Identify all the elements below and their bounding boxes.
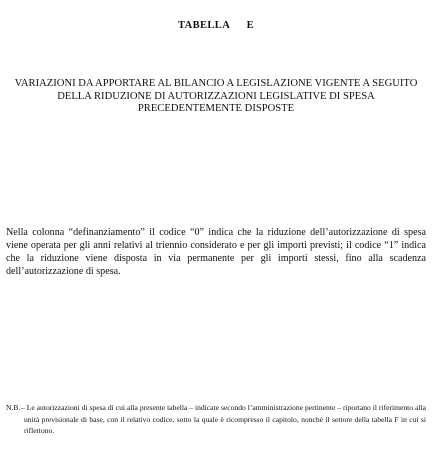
table-label: TABELLA E	[177, 20, 255, 31]
heading-line-1: VARIAZIONI DA APPORTARE AL BILANCIO A LEGISLAZIONE VIGENTE A SEGUITO	[14, 78, 418, 89]
body-paragraph: Nella colonna “definanziamento” il codice “0” indica che la riduzione dell’autorizzazione di spesa viene operata per gli anni relativi al triennio considerato e per gli importi previsti; il codice “1” indica che la riduzione viene disposta in via permanente per gli importi stessi, fino alla scadenza dell’autorizzazione di spesa.	[6, 227, 426, 278]
heading-line-2: DELLA RIDUZIONE DI AUTORIZZAZIONI LEGISLATIVE DI SPESA	[57, 90, 375, 102]
footnote-text: – Le autorizzazioni di spesa di cui alla presente tabella – indicate secondo l’amministrazione pertinente – riportano il riferimento alla unità previsionale di base, con il relativo codice, sotto la quale è ricompresso il capitolo, nonché il settore della tabella F in cui si riflettono.	[21, 403, 426, 435]
footnote-prefix: N.B.	[6, 403, 21, 412]
heading-line-3: PRECEDENTEMENTE DISPOSTE	[137, 103, 295, 114]
document-heading	[14, 78, 418, 116]
footnote	[6, 402, 426, 437]
